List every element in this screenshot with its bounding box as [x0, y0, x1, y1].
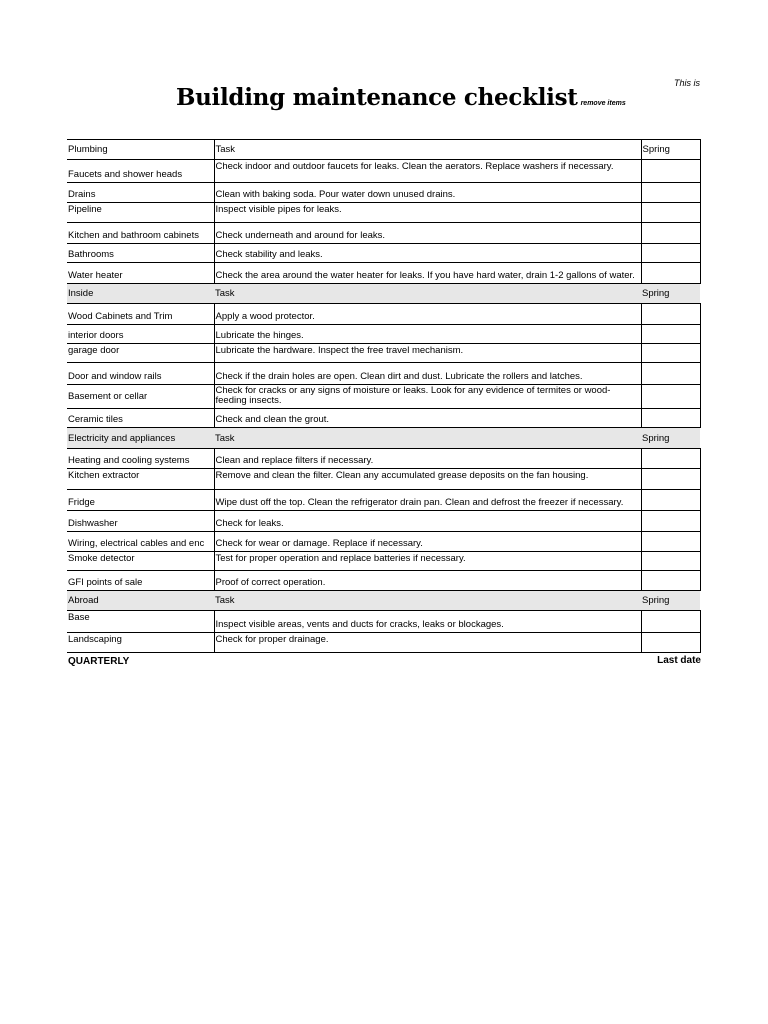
season-checkbox-cell[interactable]: [641, 263, 700, 284]
season-checkbox-cell[interactable]: [641, 325, 700, 344]
task-cell: Check indoor and outdoor faucets for leaks. Clean the aerators. Replace washers if necessary.: [214, 160, 641, 183]
area-cell: garage door: [67, 344, 214, 363]
task-cell: Remove and clean the filter. Clean any accumulated grease deposits on the fan housing.: [214, 469, 641, 490]
task-cell: Proof of correct operation.: [214, 571, 641, 591]
task-cell: Test for proper operation and replace batteries if necessary.: [214, 552, 641, 571]
season-column-header: Spring: [641, 428, 700, 449]
table-row: [67, 385, 700, 409]
task-cell: Clean and replace filters if necessary.: [214, 449, 641, 469]
season-checkbox-cell[interactable]: [641, 611, 700, 633]
season-column-header: Spring: [641, 140, 700, 160]
area-cell: Door and window rails: [67, 363, 214, 385]
table-row: [67, 304, 700, 325]
task-cell: Check for wear or damage. Replace if necessary.: [214, 532, 641, 552]
area-cell: Heating and cooling systems: [67, 449, 214, 469]
table-row: [67, 511, 700, 532]
table-row: [67, 490, 700, 511]
season-column-header: Spring: [641, 591, 700, 611]
season-column-header: Spring: [641, 284, 700, 304]
table-row: [67, 449, 700, 469]
section-title: Plumbing: [67, 140, 214, 160]
area-cell: Pipeline: [67, 203, 214, 223]
table-row: [67, 183, 700, 203]
footer-quarterly-label: QUARTERLY: [68, 656, 130, 667]
task-cell: Inspect visible pipes for leaks.: [214, 203, 641, 223]
task-column-header: Task: [214, 591, 641, 611]
task-cell: Inspect visible areas, vents and ducts for cracks, leaks or blockages.: [214, 611, 641, 633]
section-title: Electricity and appliances: [67, 428, 214, 449]
season-checkbox-cell[interactable]: [641, 511, 700, 532]
season-checkbox-cell[interactable]: [641, 244, 700, 263]
season-checkbox-cell[interactable]: [641, 532, 700, 552]
area-cell: GFI points of sale: [67, 571, 214, 591]
task-column-header: Task: [214, 428, 641, 449]
table-row: [67, 344, 700, 363]
maintenance-table: [67, 139, 701, 653]
task-cell: Check stability and leaks.: [214, 244, 641, 263]
task-cell: Check for leaks.: [214, 511, 641, 532]
area-cell: Wood Cabinets and Trim: [67, 304, 214, 325]
task-cell: Check for cracks or any signs of moisture or leaks. Look for any evidence of termites or wood-feeding insects.: [214, 385, 641, 409]
table-row: [67, 552, 700, 571]
section-title: Inside: [67, 284, 214, 304]
area-cell: Landscaping: [67, 633, 214, 653]
season-checkbox-cell[interactable]: [641, 223, 700, 244]
season-checkbox-cell[interactable]: [641, 385, 700, 409]
title-note: remove items: [580, 100, 626, 107]
area-cell: Kitchen and bathroom cabinets: [67, 223, 214, 244]
table-row: [67, 409, 700, 428]
task-cell: Check if the drain holes are open. Clean dirt and dust. Lubricate the rollers and latches.: [214, 363, 641, 385]
area-cell: Ceramic tiles: [67, 409, 214, 428]
table-row: [67, 160, 700, 183]
task-column-header: Task: [214, 140, 641, 160]
season-checkbox-cell[interactable]: [641, 571, 700, 591]
section-header-electricity: [67, 428, 700, 449]
area-cell: Basement or cellar: [67, 385, 214, 409]
table-row: [67, 633, 700, 653]
area-cell: Fridge: [67, 490, 214, 511]
season-checkbox-cell[interactable]: [641, 304, 700, 325]
task-cell: Check underneath and around for leaks.: [214, 223, 641, 244]
table-row: [67, 244, 700, 263]
table-row: [67, 203, 700, 223]
area-cell: Bathrooms: [67, 244, 214, 263]
corner-note: This is: [673, 78, 700, 88]
area-cell: Drains: [67, 183, 214, 203]
table-row: [67, 223, 700, 244]
task-cell: Apply a wood protector.: [214, 304, 641, 325]
area-cell: Faucets and shower heads: [67, 160, 214, 183]
table-row: [67, 532, 700, 552]
season-checkbox-cell[interactable]: [641, 363, 700, 385]
table-row: [67, 571, 700, 591]
task-cell: Clean with baking soda. Pour water down unused drains.: [214, 183, 641, 203]
section-header-inside: [67, 284, 700, 304]
season-checkbox-cell[interactable]: [641, 183, 700, 203]
season-checkbox-cell[interactable]: [641, 552, 700, 571]
season-checkbox-cell[interactable]: [641, 469, 700, 490]
area-cell: Wiring, electrical cables and enc: [67, 532, 214, 552]
task-cell: Check for proper drainage.: [214, 633, 641, 653]
area-cell: Dishwasher: [67, 511, 214, 532]
section-header-abroad: [67, 591, 700, 611]
season-checkbox-cell[interactable]: [641, 160, 700, 183]
task-cell: Lubricate the hinges.: [214, 325, 641, 344]
task-column-header: Task: [214, 284, 641, 304]
season-checkbox-cell[interactable]: [641, 490, 700, 511]
season-checkbox-cell[interactable]: [641, 449, 700, 469]
table-row: [67, 325, 700, 344]
table-row: [67, 263, 700, 284]
area-cell: Kitchen extractor: [67, 469, 214, 490]
section-header-plumbing: [67, 140, 700, 160]
area-cell: interior doors: [67, 325, 214, 344]
page-title: Building maintenance checklist: [176, 84, 578, 111]
table-row: [67, 363, 700, 385]
season-checkbox-cell[interactable]: [641, 344, 700, 363]
table-row: [67, 611, 700, 633]
task-cell: Check and clean the grout.: [214, 409, 641, 428]
footer-last-date-label: Last date: [657, 655, 701, 666]
task-cell: Check the area around the water heater for leaks. If you have hard water, drain 1-2 gallons of water.: [214, 263, 641, 284]
season-checkbox-cell[interactable]: [641, 409, 700, 428]
season-checkbox-cell[interactable]: [641, 203, 700, 223]
task-cell: Lubricate the hardware. Inspect the free travel mechanism.: [214, 344, 641, 363]
section-title: Abroad: [67, 591, 214, 611]
title-block: [176, 84, 626, 111]
season-checkbox-cell[interactable]: [641, 633, 700, 653]
area-cell: Smoke detector: [67, 552, 214, 571]
table-row: [67, 469, 700, 490]
area-cell: Water heater: [67, 263, 214, 284]
task-cell: Wipe dust off the top. Clean the refrigerator drain pan. Clean and defrost the freezer if necessary.: [214, 490, 641, 511]
area-cell: Base: [67, 611, 214, 633]
